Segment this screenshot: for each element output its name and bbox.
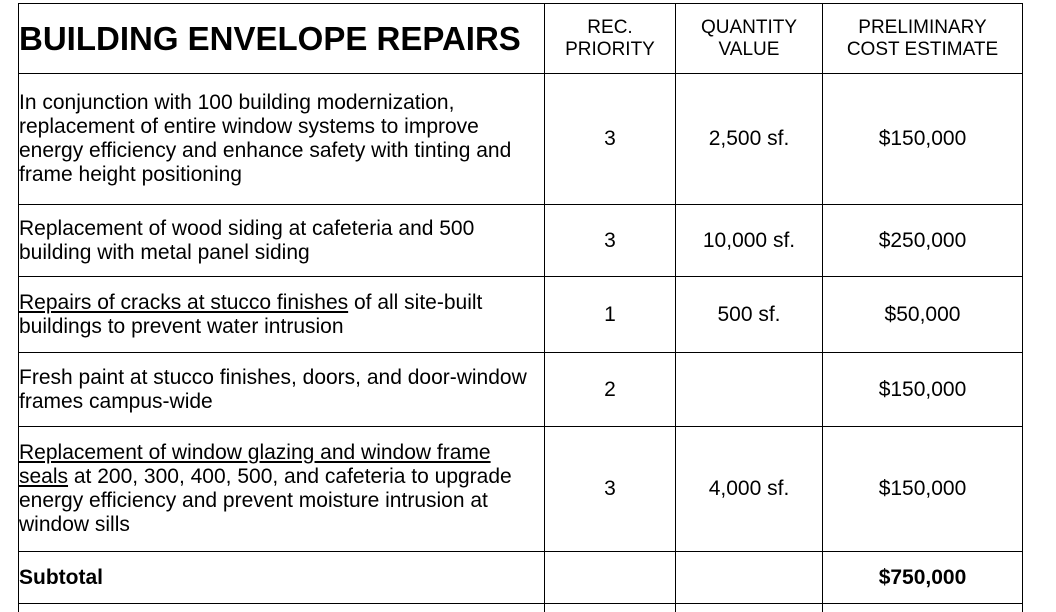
row-priority: 2: [545, 353, 676, 427]
header-quantity-line2: VALUE: [719, 39, 780, 60]
row-description: [19, 353, 545, 427]
row-cost: $150,000: [823, 353, 1023, 427]
header-priority-line1: REC.: [587, 17, 632, 38]
row-description-text: In conjunction with 100 building modernization, replacement of entire window systems to improve energy efficiency and enhance safety with tinting and frame height positioning: [19, 91, 511, 186]
row-description-text: of all site-built buildings to prevent water intrusion: [19, 291, 482, 338]
row-quantity: 4,000 sf.: [676, 427, 823, 552]
subtotal-quantity-empty: [676, 552, 823, 604]
table-row: [19, 427, 1023, 552]
subtotal-cost: $750,000: [823, 552, 1023, 604]
table-row: [19, 205, 1023, 277]
row-description: [19, 205, 545, 277]
table-title: BUILDING ENVELOPE REPAIRS: [19, 4, 545, 74]
row-quantity: 10,000 sf.: [676, 205, 823, 277]
table-row: [19, 277, 1023, 353]
row-priority: 3: [545, 74, 676, 205]
table-row: [19, 353, 1023, 427]
header-row: [19, 4, 1023, 74]
header-quantity: [676, 4, 823, 74]
row-cost: $150,000: [823, 74, 1023, 205]
row-description: [19, 427, 545, 552]
next-row-cell: [545, 604, 676, 612]
row-cost: $50,000: [823, 277, 1023, 353]
row-quantity: 2,500 sf.: [676, 74, 823, 205]
row-description-underlined: Replacement of window glazing and window frame seals: [19, 441, 491, 488]
building-envelope-repairs-table: [18, 3, 1023, 612]
header-cost-line1: PRELIMINARY: [858, 17, 986, 38]
header-cost-line2: COST ESTIMATE: [847, 39, 998, 60]
subtotal-label: Subtotal: [19, 552, 545, 604]
row-cost: $250,000: [823, 205, 1023, 277]
next-row-cell: [676, 604, 823, 612]
row-description-text: Fresh paint at stucco finishes, doors, and door-window frames campus-wide: [19, 366, 527, 413]
subtotal-priority-empty: [545, 552, 676, 604]
row-quantity: 500 sf.: [676, 277, 823, 353]
row-description-underlined: Repairs of cracks at stucco finishes: [19, 291, 348, 314]
row-description: [19, 74, 545, 205]
row-description-text: Replacement of wood siding at cafeteria and 500 building with metal panel siding: [19, 217, 474, 264]
header-quantity-line1: QUANTITY: [701, 17, 797, 38]
table-row: [19, 74, 1023, 205]
next-row-cell: [19, 604, 545, 612]
next-row-partial: [19, 604, 1023, 612]
row-priority: 3: [545, 205, 676, 277]
header-cost: [823, 4, 1023, 74]
header-priority: [545, 4, 676, 74]
header-priority-line2: PRIORITY: [565, 39, 655, 60]
next-row-cell: [823, 604, 1023, 612]
row-quantity: [676, 353, 823, 427]
row-description: [19, 277, 545, 353]
row-cost: $150,000: [823, 427, 1023, 552]
row-description-text: at 200, 300, 400, 500, and cafeteria to upgrade energy efficiency and prevent moisture intrusion at window sills: [19, 465, 512, 536]
row-priority: 1: [545, 277, 676, 353]
row-priority: 3: [545, 427, 676, 552]
subtotal-row: [19, 552, 1023, 604]
